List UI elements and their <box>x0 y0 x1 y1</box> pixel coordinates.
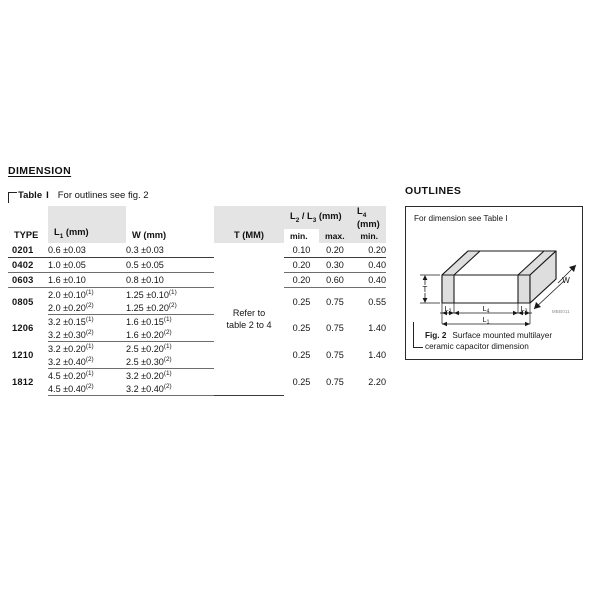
cell-t <box>214 243 284 396</box>
cell-w <box>126 315 214 329</box>
cell-l2l3-max: 0.75 <box>326 296 344 307</box>
cell-type: 1206 <box>12 323 34 334</box>
cell-l4-min: 0.40 <box>351 258 386 273</box>
table-caption <box>8 189 386 202</box>
cell-l1-note: (2) <box>85 302 94 310</box>
cell-w-alt <box>126 328 214 342</box>
table-row <box>8 258 386 273</box>
cell-l1-alt <box>48 301 126 315</box>
cell-l1-note: (2) <box>85 356 94 364</box>
chip-front-face <box>442 275 530 303</box>
col-header-l2-subscript: 2 <box>295 216 300 224</box>
cell-l4-min: 0.20 <box>351 243 386 258</box>
cell-t-line2: table 2 to 4 <box>226 320 272 331</box>
col-header-type: TYPE <box>8 206 48 243</box>
cell-l1 <box>48 369 126 383</box>
cell-type: 0805 <box>12 296 34 307</box>
cell-l1-note: (2) <box>85 329 94 337</box>
panel-note: For dimension see Table I <box>414 214 508 223</box>
dimension-label-l1: $L_1$ <box>482 315 490 326</box>
outlines-title: OUTLINES <box>405 185 462 197</box>
cell-w <box>126 288 214 302</box>
cell-l1 <box>48 315 126 329</box>
caption-bracket-icon <box>8 192 17 203</box>
cell-l2l3-max: 0.75 <box>326 377 344 388</box>
col-header-w: W (mm) <box>126 206 214 243</box>
cell-w-note: (1) <box>163 370 172 378</box>
cell-l1: 1.6 ±0.10 <box>48 273 126 288</box>
table-row <box>8 315 386 329</box>
cell-l2l3-min: 0.25 <box>292 350 311 361</box>
cell-w: 0.8 ±0.10 <box>126 273 214 288</box>
cell-w-note: (2) <box>163 383 172 391</box>
col-header-l1 <box>48 206 126 243</box>
cell-l1-alt <box>48 328 126 342</box>
cell-w-alt <box>126 301 214 315</box>
cell-l1-note: (1) <box>85 370 94 378</box>
cell-l1-note: (2) <box>85 383 94 391</box>
cell-type: 0201 <box>8 243 48 258</box>
cell-l4-min: 1.40 <box>368 350 386 361</box>
cell-l1-value: 3.2 ±0.30 <box>48 330 86 341</box>
col-header-l4 <box>351 206 386 229</box>
table-row <box>8 288 386 302</box>
col-subheader-l2l3-max: max. <box>319 229 351 243</box>
figure-caption <box>425 331 575 352</box>
cell-l1: 0.6 ±0.03 <box>48 243 126 258</box>
col-header-l1-subscript: 1 <box>59 232 64 240</box>
cell-type: 0603 <box>8 273 48 288</box>
col-header-l4-text: L <box>357 206 363 216</box>
cell-w-value: 1.6 ±0.15 <box>126 317 164 328</box>
col-header-l3-subscript: 3 <box>312 216 317 224</box>
cell-w-note: (2) <box>163 356 172 364</box>
cell-l1-note: (1) <box>85 343 94 351</box>
cell-w-value: 1.25 ±0.20 <box>126 303 169 314</box>
page-title: DIMENSION <box>8 165 72 177</box>
cell-w-value: 1.25 ±0.10 <box>126 290 169 301</box>
col-header-l1-text: L <box>54 227 60 237</box>
cell-l1-alt <box>48 382 126 396</box>
cell-w-value: 1.6 ±0.20 <box>126 330 164 341</box>
col-header-l2-text: L <box>290 211 296 221</box>
cell-l1 <box>48 288 126 302</box>
cell-l2l3-max: 0.60 <box>319 273 351 288</box>
cell-l1-note: (1) <box>85 316 94 324</box>
cell-w-alt <box>126 382 214 396</box>
cell-w-note: (1) <box>163 343 172 351</box>
cell-t-line1: Refer to <box>232 308 266 319</box>
cell-w-alt <box>126 355 214 369</box>
cell-l2l3-max: 0.75 <box>326 323 344 334</box>
cell-w-value: 3.2 ±0.40 <box>126 384 164 395</box>
table-row <box>8 369 386 383</box>
cell-l1-value: 3.2 ±0.40 <box>48 357 86 368</box>
cell-w: 0.5 ±0.05 <box>126 258 214 273</box>
col-header-t: T (MM) <box>214 206 284 243</box>
col-header-l4-unit: (mm) <box>357 218 380 229</box>
cell-l2l3-min: 0.20 <box>284 273 319 288</box>
dimension-label-l3: $L_3$ <box>520 304 528 315</box>
outline-panel <box>405 206 583 360</box>
cell-l1-note: (1) <box>85 289 94 297</box>
capacitor-outline-drawing <box>406 225 584 335</box>
cell-l4-min: 2.20 <box>368 377 386 388</box>
cell-type: 1210 <box>12 350 34 361</box>
cell-l1-value: 4.5 ±0.20 <box>48 371 86 382</box>
cell-w-note: (2) <box>163 329 172 337</box>
figure-caption-text: Surface mounted multilayer ceramic capacitor dimension <box>425 331 553 351</box>
cell-w <box>126 369 214 383</box>
table-row <box>8 243 386 258</box>
cell-l1: 1.0 ±0.05 <box>48 258 126 273</box>
table-caption-text: For outlines see fig. 2 <box>57 190 149 201</box>
cell-w: 0.3 ±0.03 <box>126 243 214 258</box>
figure-label: Fig. 2 <box>425 331 447 340</box>
cell-l2l3-min: 0.25 <box>292 296 311 307</box>
col-header-l2l3 <box>284 206 351 229</box>
col-subheader-l2l3-min: min. <box>284 229 319 243</box>
cell-w-value: 2.5 ±0.30 <box>126 357 164 368</box>
cell-l2l3-max: 0.20 <box>319 243 351 258</box>
cell-type: 0402 <box>8 258 48 273</box>
cell-l2l3-max: 0.75 <box>326 350 344 361</box>
table-header-row-primary <box>8 206 386 229</box>
cell-l1-value: 2.0 ±0.20 <box>48 303 86 314</box>
cell-l2l3-min: 0.20 <box>284 258 319 273</box>
cell-w-value: 2.5 ±0.20 <box>126 344 164 355</box>
cell-l2l3-min: 0.10 <box>284 243 319 258</box>
table-row <box>8 342 386 356</box>
col-header-l1-unit: (mm) <box>65 227 89 237</box>
dimension-label-l2: $L_2$ <box>444 304 452 315</box>
outlines-section <box>405 185 591 360</box>
cell-l4-min: 0.40 <box>351 273 386 288</box>
cell-w-note: (1) <box>163 316 172 324</box>
cell-l1-value: 3.2 ±0.15 <box>48 317 86 328</box>
cell-l4-min: 1.40 <box>368 323 386 334</box>
col-subheader-l4-min: min. <box>351 229 386 243</box>
cell-l4-min: 0.55 <box>368 296 386 307</box>
cell-l2l3-max: 0.30 <box>319 258 351 273</box>
dimension-label-l4: $L_4$ <box>482 304 490 315</box>
left-termination-front <box>442 275 454 303</box>
drawing-code: MBB011 <box>551 309 570 314</box>
right-termination-front <box>518 275 530 303</box>
table-number: I <box>46 190 49 201</box>
dimension-label-t: T <box>422 285 428 294</box>
figure-bracket-icon <box>413 322 423 348</box>
table-row <box>8 273 386 288</box>
cell-l1 <box>48 342 126 356</box>
dimension-label-w: W <box>562 276 570 285</box>
cell-w <box>126 342 214 356</box>
cell-l1-value: 3.2 ±0.20 <box>48 344 86 355</box>
cell-l1-alt <box>48 355 126 369</box>
dimension-table <box>8 206 386 396</box>
dimension-section <box>8 165 386 396</box>
col-header-l4-subscript: 4 <box>362 211 367 219</box>
table-label: Table <box>18 190 43 201</box>
cell-l1-value: 2.0 ±0.10 <box>48 290 86 301</box>
cell-l2l3-min: 0.25 <box>292 377 311 388</box>
col-header-l2l3-unit: (mm) <box>318 211 342 221</box>
cell-l1-value: 4.5 ±0.40 <box>48 384 86 395</box>
col-header-l2l3-slash: / L <box>301 211 313 221</box>
cell-w-note: (1) <box>168 289 177 297</box>
cell-w-value: 3.2 ±0.20 <box>126 371 164 382</box>
cell-l2l3-min: 0.25 <box>292 323 311 334</box>
cell-type: 1812 <box>12 377 34 388</box>
cell-w-note: (2) <box>168 302 177 310</box>
